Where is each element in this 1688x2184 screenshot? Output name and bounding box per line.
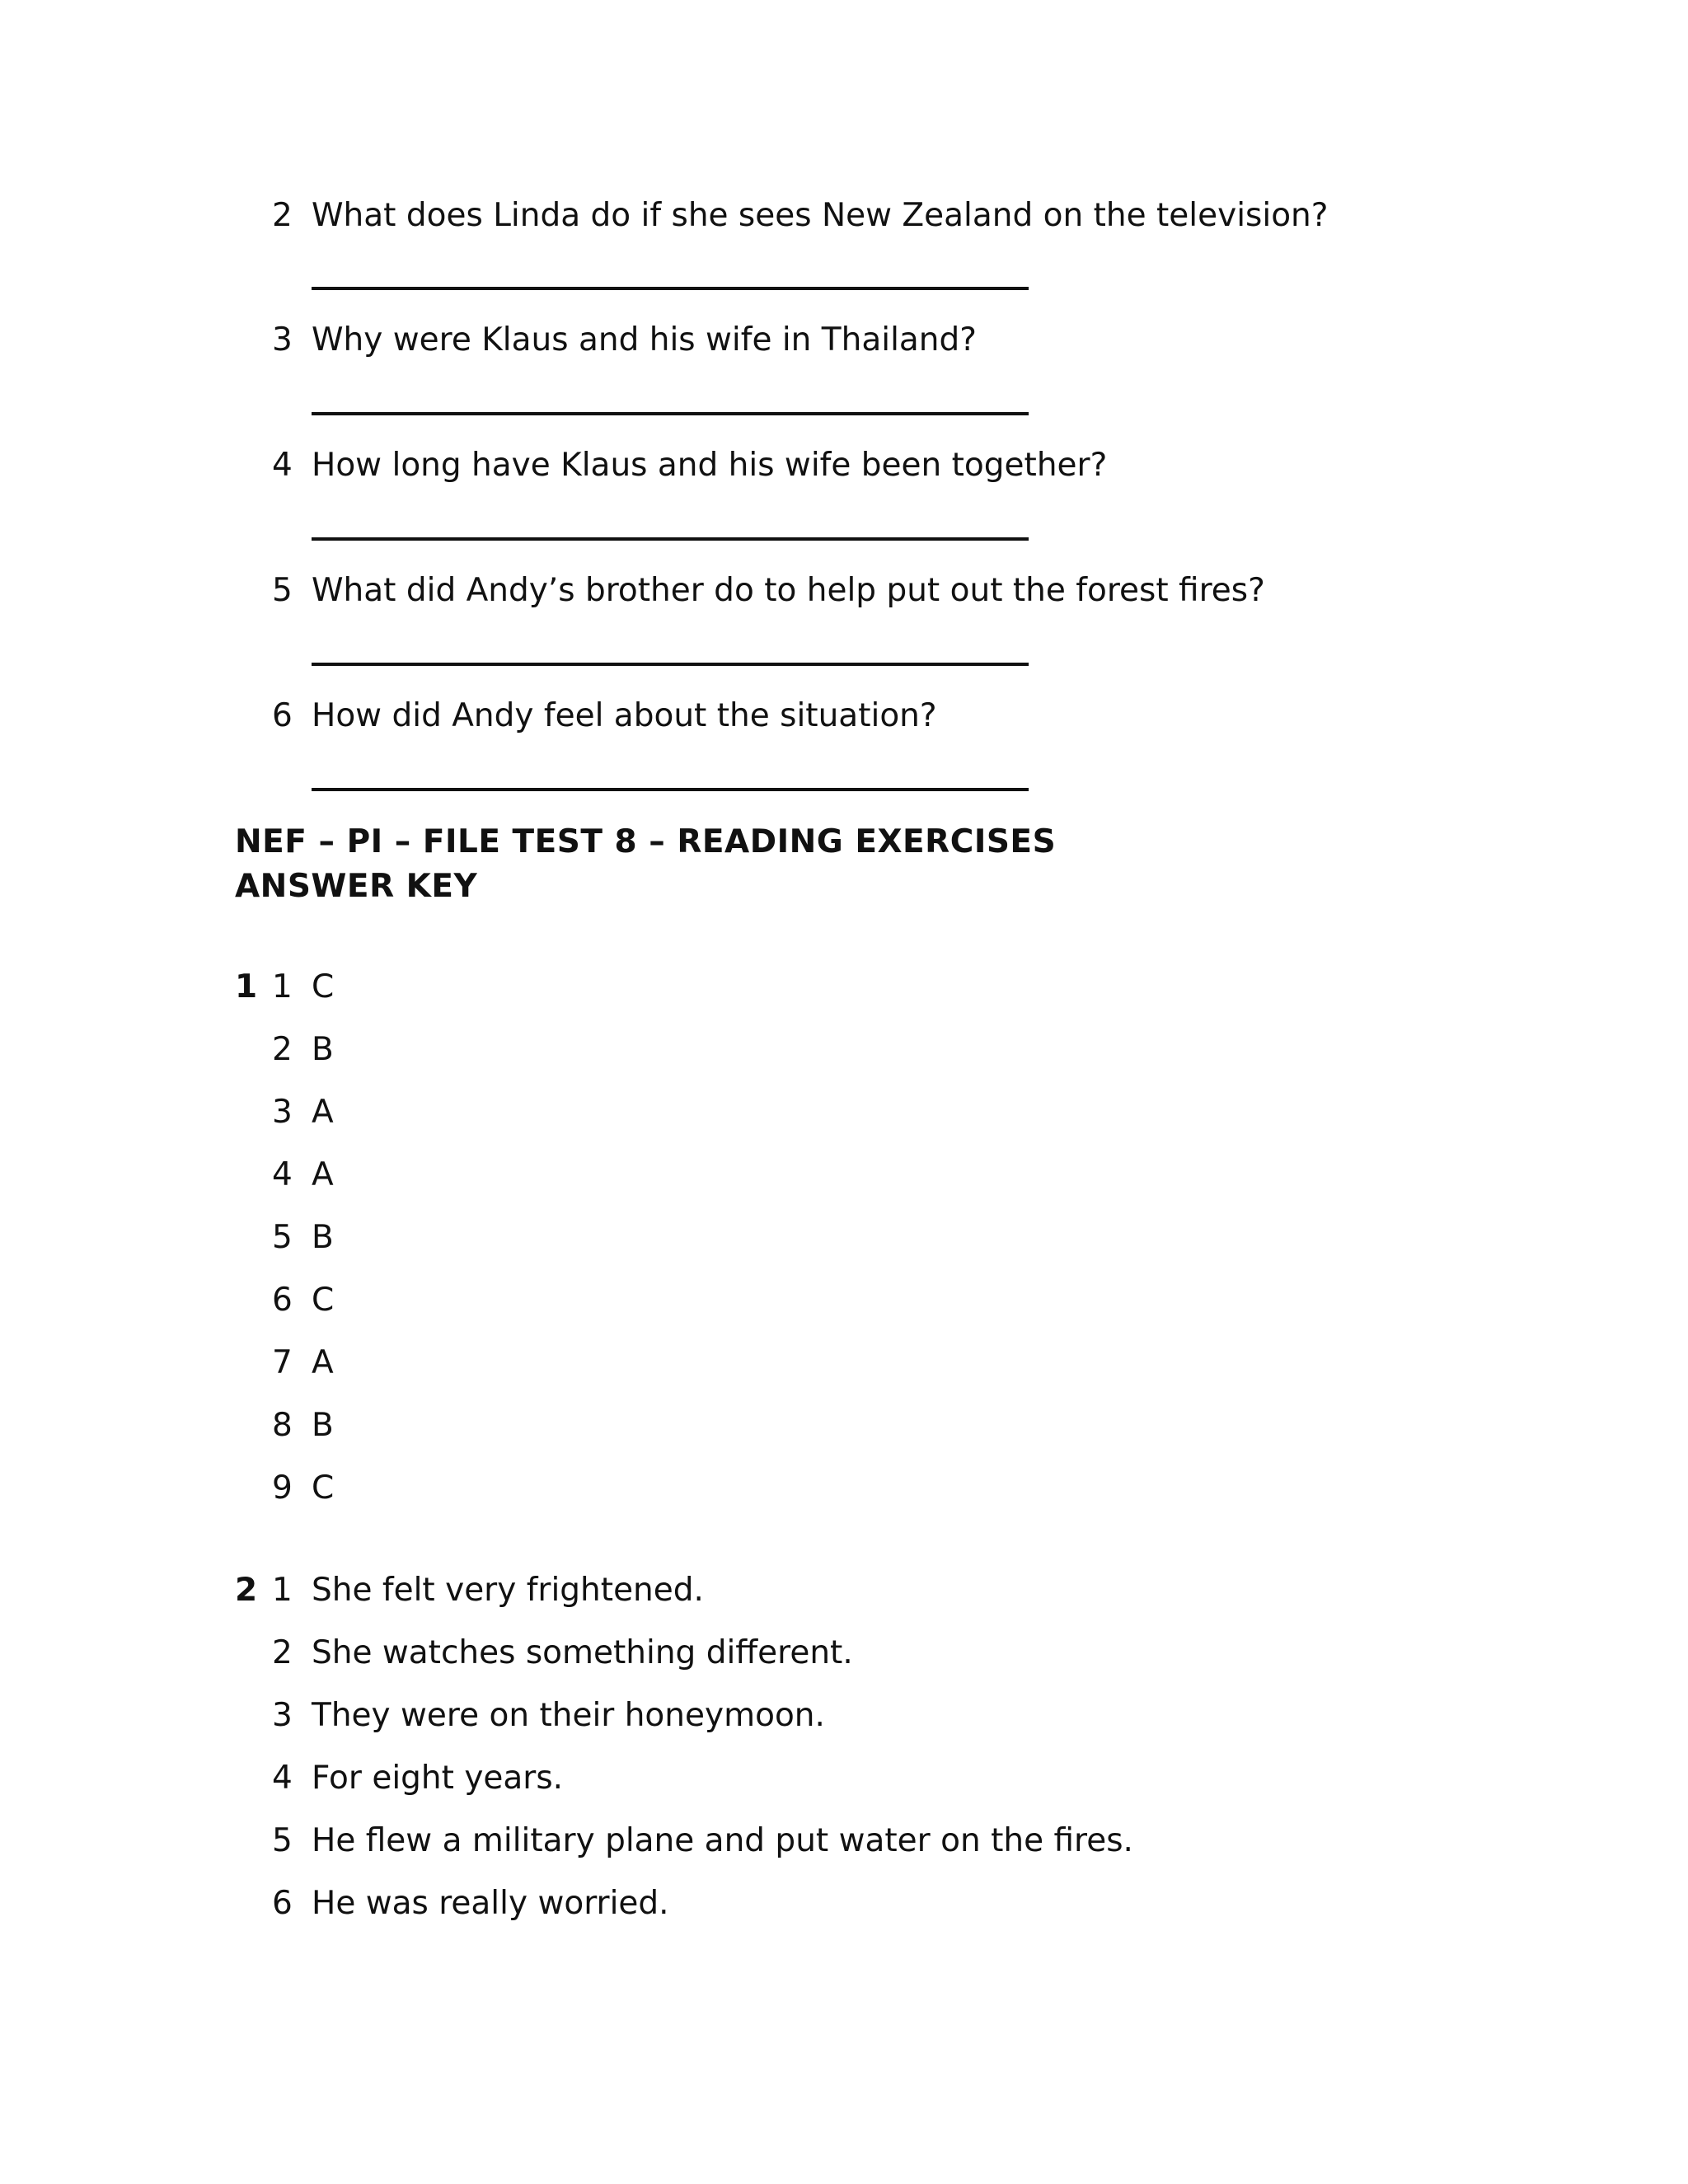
question-4 bbox=[0, 441, 1688, 490]
item-number: 1 bbox=[272, 968, 293, 1005]
question-3 bbox=[0, 316, 1688, 365]
question-5 bbox=[0, 566, 1688, 616]
question-number: 6 bbox=[272, 697, 293, 734]
answer-row bbox=[0, 1276, 1688, 1325]
item-answer: She felt very frightened. bbox=[312, 1572, 704, 1609]
item-number: 6 bbox=[272, 1885, 293, 1922]
answer-row bbox=[0, 1025, 1688, 1075]
question-text: Why were Klaus and his wife in Thailand? bbox=[312, 321, 977, 359]
item-number: 2 bbox=[272, 1031, 293, 1068]
answer-row bbox=[0, 1629, 1688, 1678]
answer-line bbox=[312, 537, 1029, 541]
question-text: How did Andy feel about the situation? bbox=[312, 697, 937, 734]
item-answer: C bbox=[312, 1469, 335, 1507]
item-number: 5 bbox=[272, 1219, 293, 1256]
answer-row bbox=[0, 1816, 1688, 1866]
answer-row bbox=[0, 1691, 1688, 1741]
item-number: 3 bbox=[272, 1697, 293, 1734]
item-number: 9 bbox=[272, 1469, 293, 1507]
item-number: 4 bbox=[272, 1156, 293, 1193]
answer-row bbox=[0, 1151, 1688, 1200]
answer-row bbox=[0, 1338, 1688, 1388]
item-number: 8 bbox=[272, 1407, 293, 1444]
question-2 bbox=[0, 191, 1688, 241]
item-number: 6 bbox=[272, 1282, 293, 1319]
answer-key-subtitle: ANSWER KEY bbox=[235, 868, 478, 905]
answer-line bbox=[312, 287, 1029, 290]
exercise-number: 2 bbox=[235, 1572, 258, 1609]
item-answer: B bbox=[312, 1407, 334, 1444]
answer-row bbox=[0, 1566, 1688, 1615]
question-text: What does Linda do if she sees New Zealand on the television? bbox=[312, 197, 1329, 234]
question-number: 2 bbox=[272, 197, 293, 234]
item-answer: He flew a military plane and put water on the fires. bbox=[312, 1822, 1133, 1859]
answer-row bbox=[0, 963, 1688, 1012]
question-number: 3 bbox=[272, 321, 293, 359]
item-answer: A bbox=[312, 1344, 334, 1381]
answer-row bbox=[0, 1464, 1688, 1513]
answer-row bbox=[0, 1754, 1688, 1803]
answer-row bbox=[0, 1088, 1688, 1137]
answer-row bbox=[0, 1879, 1688, 1929]
item-answer: B bbox=[312, 1031, 334, 1068]
item-number: 1 bbox=[272, 1572, 293, 1609]
item-answer: A bbox=[312, 1156, 334, 1193]
item-answer: A bbox=[312, 1094, 334, 1131]
item-number: 3 bbox=[272, 1094, 293, 1131]
question-6 bbox=[0, 691, 1688, 741]
item-answer: They were on their honeymoon. bbox=[312, 1697, 825, 1734]
item-answer: For eight years. bbox=[312, 1760, 564, 1797]
item-number: 4 bbox=[272, 1760, 293, 1797]
item-number: 5 bbox=[272, 1822, 293, 1859]
question-text: How long have Klaus and his wife been together? bbox=[312, 447, 1108, 484]
answer-line bbox=[312, 412, 1029, 415]
item-answer: C bbox=[312, 1282, 335, 1319]
question-number: 4 bbox=[272, 447, 293, 484]
item-number: 2 bbox=[272, 1634, 293, 1671]
item-answer: C bbox=[312, 968, 335, 1005]
answer-row bbox=[0, 1213, 1688, 1263]
answer-row bbox=[0, 1401, 1688, 1451]
question-number: 5 bbox=[272, 572, 293, 609]
item-answer: B bbox=[312, 1219, 334, 1256]
question-text: What did Andy’s brother do to help put out the forest fires? bbox=[312, 572, 1265, 609]
item-answer: He was really worried. bbox=[312, 1885, 669, 1922]
exercise-number: 1 bbox=[235, 968, 258, 1005]
answer-key-title: NEF – PI – FILE TEST 8 – READING EXERCISES bbox=[235, 823, 1057, 860]
answer-line bbox=[312, 663, 1029, 666]
item-number: 7 bbox=[272, 1344, 293, 1381]
item-answer: She watches something different. bbox=[312, 1634, 853, 1671]
answer-line bbox=[312, 788, 1029, 791]
